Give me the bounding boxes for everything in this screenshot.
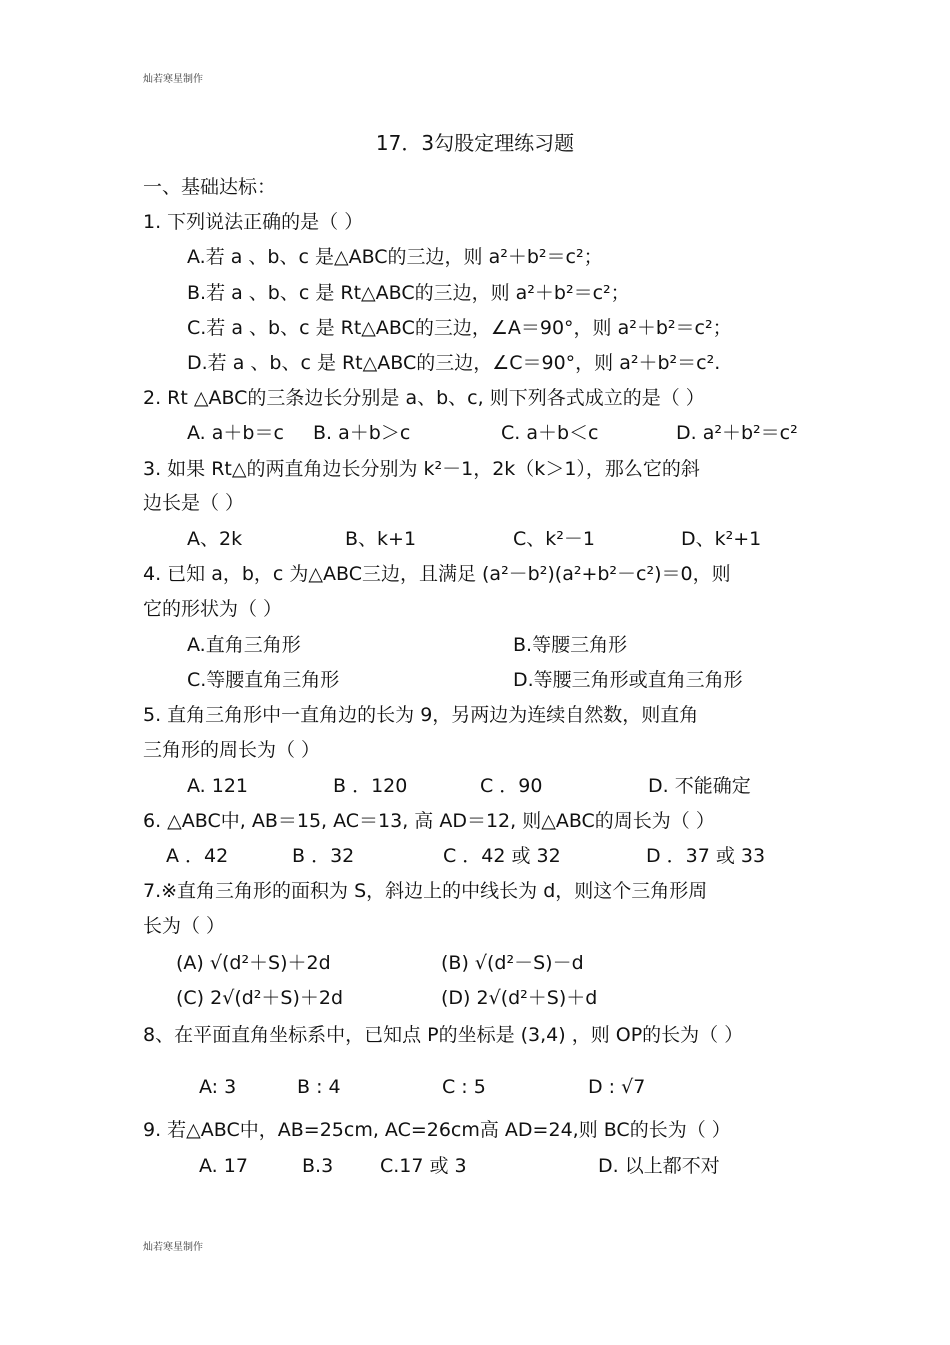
- question-6-option-b: B ．32: [292, 845, 355, 867]
- question-5-stem-cont: 三角形的周长为（ ）: [143, 739, 321, 761]
- question-4-stem: 4. 已知 a，b，c 为△ABC三边，且满足 (a²－b²)(a²+b²－c²)＝0，则: [143, 563, 731, 585]
- question-3-option-c: C、k²－1: [513, 528, 595, 550]
- question-2-option-a: A. a＋b＝c: [187, 422, 284, 444]
- question-1-stem: 1. 下列说法正确的是（ ）: [143, 211, 364, 233]
- question-2-option-b: B. a＋b＞c: [313, 422, 411, 444]
- question-7-option-c: (C) 2√(d²＋S)＋2d: [176, 987, 344, 1009]
- question-7-stem: 7.※直角三角形的面积为 S，斜边上的中线长为 d，则这个三角形周: [143, 880, 708, 902]
- question-4-option-d: D.等腰三角形或直角三角形: [513, 669, 743, 691]
- question-8-option-a: A: 3: [199, 1076, 237, 1098]
- question-3-stem: 3. 如果 Rt△的两直角边长分别为 k²－1，2k（k＞1），那么它的斜: [143, 458, 700, 480]
- footer-note: 灿若寒星制作: [143, 1242, 203, 1253]
- question-2-option-d: D. a²＋b²＝c²: [676, 422, 798, 444]
- question-8-stem: 8、在平面直角坐标系中，已知点 P的坐标是 (3,4) ，则 OP的长为（ ）: [143, 1024, 744, 1046]
- question-7-option-a: (A) √(d²＋S)＋2d: [176, 952, 331, 974]
- question-2-stem: 2. Rt △ABC的三条边长分别是 a、b、c, 则下列各式成立的是（ ）: [143, 387, 705, 409]
- question-1-option-a: A.若 a 、b、c 是△ABC的三边，则 a²＋b²＝c²；: [187, 246, 603, 268]
- question-1-option-c: C.若 a 、b、c 是 Rt△ABC的三边，∠A＝90°，则 a²＋b²＝c²；: [187, 317, 732, 339]
- question-5-option-c: C ．90: [480, 775, 543, 797]
- question-6-option-a: A ．42: [166, 845, 229, 867]
- question-3-option-a: A、2k: [187, 528, 243, 550]
- question-6-stem: 6. △ABC中, AB＝15, AC＝13, 高 AD＝12, 则△ABC的周长为（ ）: [143, 810, 715, 832]
- question-9-stem: 9. 若△ABC中，AB=25cm, AC=26cm高 AD=24,则 BC的长为（ ）: [143, 1119, 731, 1141]
- question-8-option-d: D : √7: [588, 1076, 646, 1098]
- question-8-option-c: C : 5: [442, 1076, 486, 1098]
- question-6-option-d: D ．37 或 33: [646, 845, 766, 867]
- question-4-option-b: B.等腰三角形: [513, 634, 628, 656]
- question-6-option-c: C ．42 或 32: [443, 845, 561, 867]
- question-5-stem: 5. 直角三角形中一直角边的长为 9，另两边为连续自然数，则直角: [143, 704, 699, 726]
- question-3-option-b: B、k+1: [345, 528, 417, 550]
- question-7-option-b: (B) √(d²－S)－d: [441, 952, 584, 974]
- question-1-option-b: B.若 a 、b、c 是 Rt△ABC的三边，则 a²＋b²＝c²；: [187, 282, 630, 304]
- question-7-option-d: (D) 2√(d²＋S)＋d: [441, 987, 598, 1009]
- question-3-stem-cont: 边长是（ ）: [143, 492, 245, 514]
- question-5-option-d: D. 不能确定: [648, 775, 751, 797]
- question-9-option-b: B.3: [302, 1155, 334, 1177]
- question-9-option-c: C.17 或 3: [380, 1155, 467, 1177]
- section-heading: 一、基础达标：: [143, 176, 277, 198]
- question-9-option-d: D. 以上都不对: [598, 1155, 720, 1177]
- question-9-option-a: A. 17: [199, 1155, 248, 1177]
- question-7-stem-cont: 长为（ ）: [143, 915, 226, 937]
- question-5-option-b: B ．120: [333, 775, 408, 797]
- question-4-option-c: C.等腰直角三角形: [187, 669, 340, 691]
- header-note: 灿若寒星制作: [143, 74, 203, 85]
- page-title: 17．3勾股定理练习题: [375, 131, 575, 155]
- question-1-option-d: D.若 a 、b、c 是 Rt△ABC的三边，∠C＝90°，则 a²＋b²＝c².: [187, 352, 721, 374]
- question-5-option-a: A. 121: [187, 775, 249, 797]
- question-2-option-c: C. a＋b＜c: [501, 422, 599, 444]
- question-4-stem-cont: 它的形状为（ ）: [143, 598, 283, 620]
- question-8-option-b: B : 4: [297, 1076, 341, 1098]
- question-3-option-d: D、k²+1: [681, 528, 762, 550]
- question-4-option-a: A.直角三角形: [187, 634, 301, 656]
